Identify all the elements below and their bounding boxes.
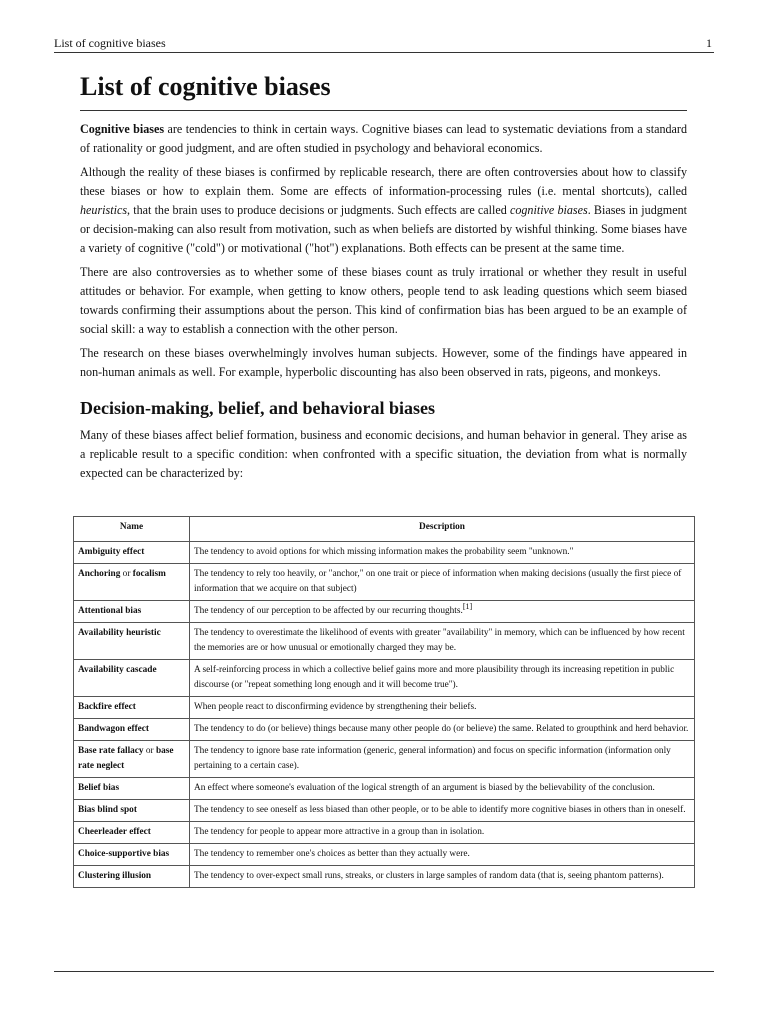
bias-description: The tendency to rely too heavily, or "anchor," on one trait or piece of information when making decisions (usually the first piece of information that we acquire on that subject) — [190, 564, 695, 601]
bias-description: The tendency to over-expect small runs, streaks, or clusters in large samples of random data (that is, seeing phantom patterns). — [190, 866, 695, 888]
running-header — [54, 36, 714, 53]
section-title: Decision-making, belief, and behavioral biases — [80, 398, 436, 418]
bias-name: Attentional bias — [74, 601, 190, 623]
bias-name: Availability heuristic — [74, 623, 190, 660]
biases-table — [73, 516, 695, 888]
term-cognitive-biases-italic: cognitive biases — [509, 203, 588, 217]
table-row — [74, 778, 695, 800]
bias-name: Cheerleader effect — [74, 822, 190, 844]
bias-name-conjunction: or — [120, 569, 133, 579]
intro-paragraph-2 — [80, 163, 687, 258]
bias-name — [74, 564, 190, 601]
intro-p1-text: are tendencies to think in certain ways. Cognitive biases can lead to systematic deviations from a standard of rationality or good judgment, and are often studied in psychology and behavioral economics. — [80, 122, 687, 155]
table-row — [74, 866, 695, 888]
bias-description: The tendency to overestimate the likelihood of events with greater "availability" in memory, which can be influenced by how recent the memories are or how unusual or emotionally charged they may be. — [190, 623, 695, 660]
reference-link[interactable]: [1] — [462, 601, 473, 611]
intro-paragraph-4: The research on these biases overwhelmingly involves human subjects. However, some of the findings have appeared in non-human animals as well. For example, hyperbolic discounting has also been observed in rats, pigeons, and monkeys. — [80, 346, 687, 379]
term-cognitive-biases: Cognitive biases — [80, 122, 165, 136]
page-title: List of cognitive biases — [80, 70, 687, 111]
bias-name: Bias blind spot — [74, 800, 190, 822]
bias-name: Clustering illusion — [74, 866, 190, 888]
bias-name-conjunction: or — [143, 746, 156, 756]
intro-p2-text-c: . Biases in judgment or decision-making can also result from motivation, such as when beliefs are distorted by wishful thinking. Some biases have a variety of cognitive ("cold") or motivational ("hot") explanations. Both effects can be present at the same time. — [80, 203, 687, 255]
table-row — [74, 660, 695, 697]
table-row — [74, 564, 695, 601]
column-header-description: Description — [190, 517, 695, 542]
bias-name: Ambiguity effect — [74, 542, 190, 564]
bias-name: Choice-supportive bias — [74, 844, 190, 866]
bias-description-text: The tendency of our perception to be affected by our recurring thoughts. — [194, 606, 463, 616]
table-row — [74, 844, 695, 866]
table-row — [74, 542, 695, 564]
bias-description: The tendency to do (or believe) things because many other people do (or believe) the same. Related to groupthink and herd behavior. — [190, 719, 695, 741]
bias-name: Bandwagon effect — [74, 719, 190, 741]
bias-description: The tendency for people to appear more attractive in a group than in isolation. — [190, 822, 695, 844]
term-heuristics: heuristics — [80, 203, 128, 217]
column-header-name: Name — [74, 517, 190, 542]
bias-name: Backfire effect — [74, 697, 190, 719]
bias-description: When people react to disconfirming evidence by strengthening their beliefs. — [190, 697, 695, 719]
bias-name — [74, 741, 190, 778]
intro-p2-text-b: , that the brain uses to produce decisions or judgments. Such effects are called — [127, 203, 510, 217]
bias-description: The tendency to ignore base rate information (generic, general information) and focus on specific information (information only pertaining to a certain case). — [190, 741, 695, 778]
bias-description — [190, 601, 695, 623]
table-header-row — [74, 517, 695, 542]
bias-name: Availability cascade — [74, 660, 190, 697]
table-row — [74, 822, 695, 844]
bias-name-part: Base rate fallacy — [78, 746, 144, 756]
table-row — [74, 719, 695, 741]
table-row — [74, 800, 695, 822]
footer-rule — [54, 971, 714, 972]
article-body — [80, 120, 687, 488]
bias-description: A self-reinforcing process in which a collective belief gains more and more plausibility through its increasing repetition in public discourse (or "repeat something long enough and it will become true"). — [190, 660, 695, 697]
bias-name: Belief bias — [74, 778, 190, 800]
bias-name-part: focalism — [132, 569, 166, 579]
bias-description: An effect where someone's evaluation of the logical strength of an argument is biased by the believability of the conclusion. — [190, 778, 695, 800]
bias-name-part: Anchoring — [78, 569, 121, 579]
bias-name-part: base rate neglect — [78, 746, 174, 771]
table-row — [74, 697, 695, 719]
section-intro-paragraph: Many of these biases affect belief formation, business and economic decisions, and human behavior in general. They arise as a replicable result to a specific condition: when confronted with a specific situation, the deviation from what is normally expected can be characterized by: — [80, 428, 687, 480]
bias-description: The tendency to avoid options for which missing information makes the probability seem "unknown." — [190, 542, 695, 564]
table-row — [74, 601, 695, 623]
intro-paragraph-3: There are also controversies as to whether some of these biases count as truly irrational or whether they result in useful attitudes or behavior. For example, when getting to know others, people tend to ask leading questions which seem biased towards confirming their assumptions about the person. This kind of confirmation bias has been argued to be an example of social skill: a way to establish a connection with the other person. — [80, 265, 687, 336]
intro-paragraph-1 — [80, 120, 687, 158]
bias-description: The tendency to remember one's choices as better than they actually were. — [190, 844, 695, 866]
intro-p2-text-a: Although the reality of these biases is confirmed by replicable research, there are often controversies about how to classify these biases or how to explain them. Some are effects of information-processing rules (i.e. mental shortcuts), called — [80, 165, 687, 198]
table-row — [74, 623, 695, 660]
running-header-title: List of cognitive biases — [54, 36, 166, 50]
table-row — [74, 741, 695, 778]
bias-description: The tendency to see oneself as less biased than other people, or to be able to identify more cognitive biases in others than in oneself. — [190, 800, 695, 822]
page-number: 1 — [706, 36, 712, 50]
